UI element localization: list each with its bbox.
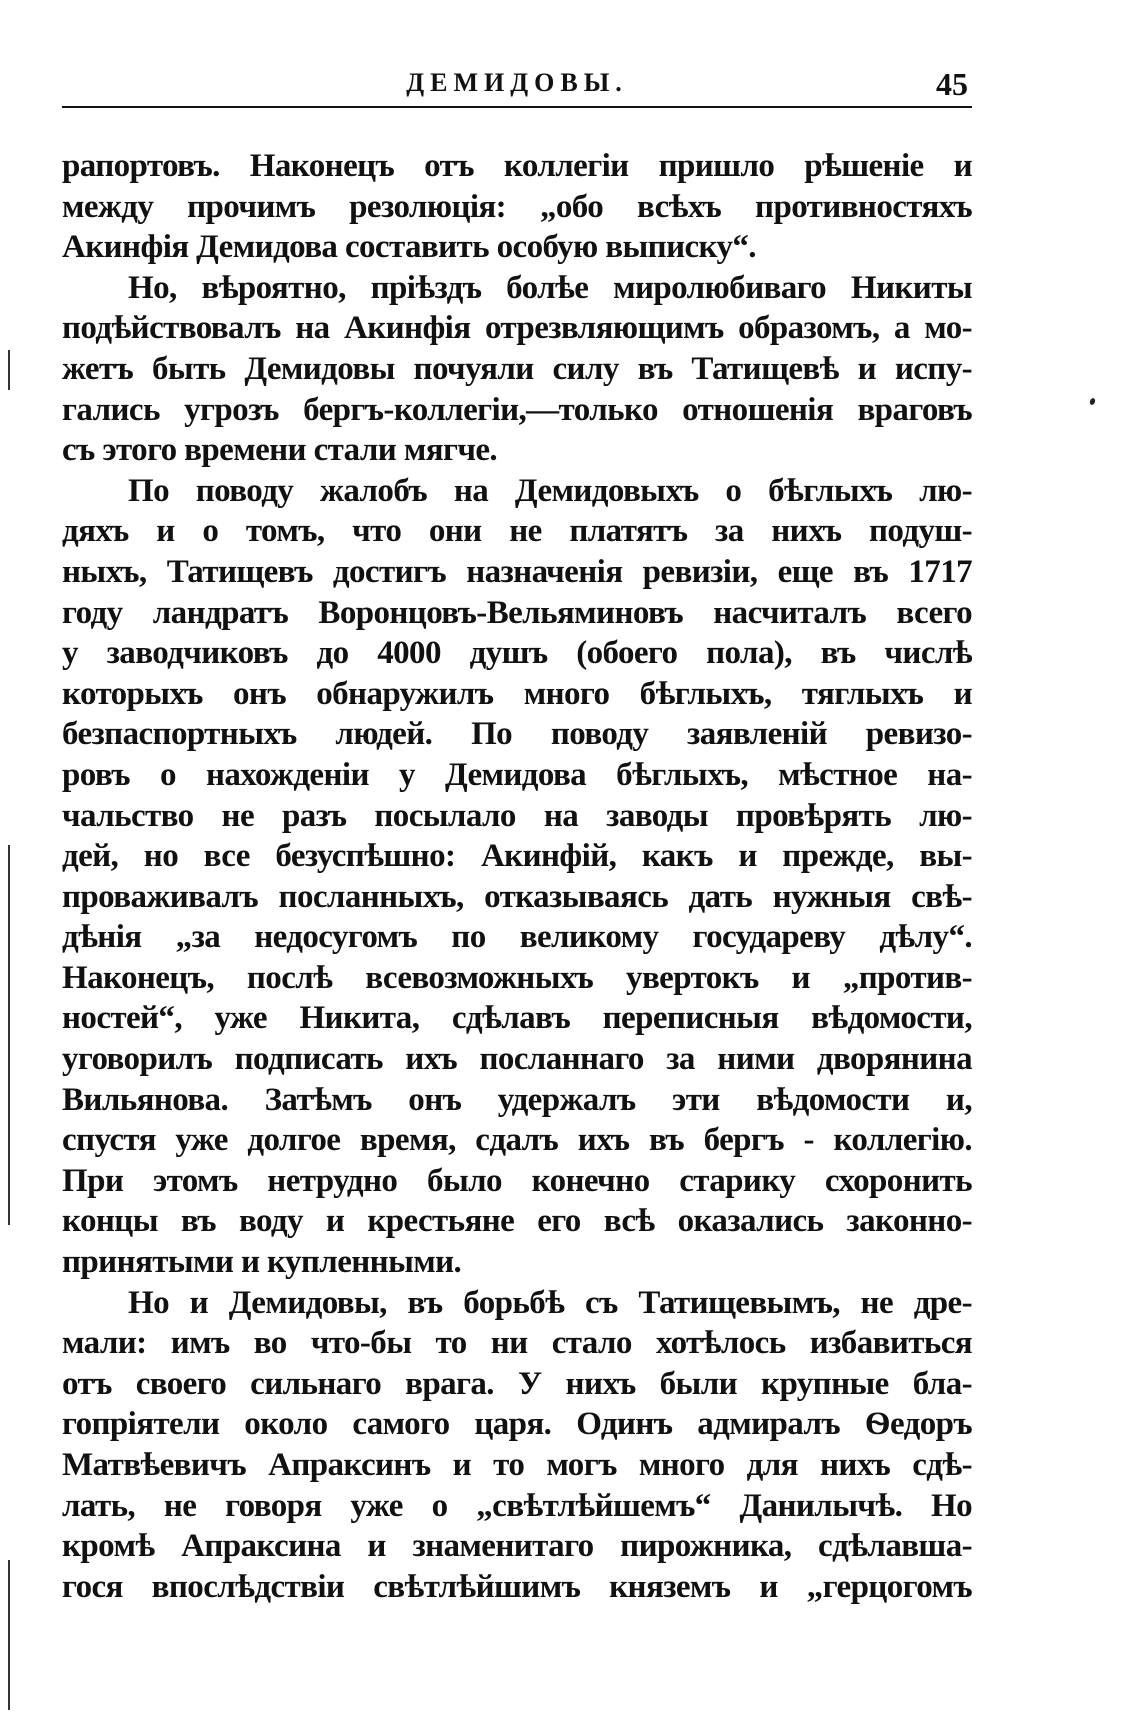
text-line: концы въ воду и крестьяне его всѣ оказались законно- [62, 1203, 972, 1240]
text-line: Матвѣевичъ Апраксинъ и то могъ много для нихъ сдѣ- [62, 1447, 972, 1483]
text-line: жетъ быть Демидовы почуяли силу въ Татищевѣ и испу- [62, 350, 972, 387]
text-line: Наконецъ, послѣ всевозможныхъ увертокъ и „против- [62, 959, 972, 996]
text-line: году ландратъ Воронцовъ-Вельяминовъ насчиталъ всего [62, 594, 972, 631]
text-line: ностей“, уже Никита, сдѣлавъ переписныя вѣдомости, [62, 1000, 972, 1037]
text-line: По поводу жалобъ на Демидовыхъ о бѣглыхъ лю- [128, 472, 972, 509]
text-line: проваживалъ посланныхъ, отказываясь дать нужныя свѣ- [62, 878, 972, 915]
text-line: дяхъ и о томъ, что они не платятъ за нихъ подуш- [62, 513, 972, 550]
ink-speck [1089, 397, 1096, 405]
text-line: спустя уже долгое время, сдалъ ихъ въ бергъ - коллегію. [62, 1122, 972, 1159]
text-line: гались угрозъ бергъ-коллегіи,—только отношенія враговъ [62, 391, 972, 428]
text-line: Вильянова. Затѣмъ онъ удержалъ эти вѣдомости и, [62, 1081, 972, 1118]
margin-mark [8, 350, 10, 390]
text-line: кромѣ Апраксина и знаменитаго пирожника, сдѣлавша- [62, 1528, 972, 1565]
text-line: лать, не говоря уже о „свѣтлѣйшемъ“ Данилычѣ. Но [62, 1487, 972, 1524]
text-line: чальство не разъ посылало на заводы провѣрять лю- [62, 797, 972, 834]
text-line: ровъ о нахожденіи у Демидова бѣглыхъ, мѣстное на- [62, 756, 972, 793]
text-line: рапортовъ. Наконецъ отъ коллегіи пришло рѣшеніе и [62, 148, 972, 184]
text-line: ныхъ, Татищевъ достигъ назначенія ревизіи, еще въ 1717 [62, 553, 972, 590]
running-head [62, 66, 972, 108]
running-title: ДЕМИДОВЫ. [406, 68, 628, 97]
text-line: При этомъ нетрудно было конечно старику схоронить [62, 1162, 972, 1199]
text-line: дей, но все безуспѣшно: Акинфій, какъ и прежде, вы- [62, 838, 972, 875]
text-line: у заводчиковъ до 4000 душъ (обоего пола), въ числѣ [62, 635, 972, 672]
margin-mark [8, 845, 10, 1225]
text-line: которыхъ онъ обнаружилъ много бѣглыхъ, тяглыхъ и [62, 675, 972, 712]
margin-mark [8, 1560, 10, 1710]
text-line: отъ своего сильнаго врага. У нихъ были крупные бла- [62, 1365, 972, 1402]
text-line: Но и Демидовы, въ борьбѣ съ Татищевымъ, не дре- [128, 1284, 972, 1321]
text-line: гопріятели около самого царя. Одинъ адмиралъ Ѳедоръ [62, 1406, 972, 1443]
text-line: мали: имъ во что-бы то ни стало хотѣлось избавиться [62, 1325, 972, 1362]
text-line: принятыми и купленными. [62, 1244, 462, 1281]
text-line: съ этого времени стали мягче. [62, 432, 498, 469]
text-line: Акинфія Демидова составить особую выписку“. [62, 229, 756, 266]
book-page [62, 0, 972, 1733]
text-line: дѣнія „за недосугомъ по великому государеву дѣлу“. [62, 919, 972, 956]
text-line: гося впослѣдствіи свѣтлѣйшимъ княземъ и „герцогомъ [62, 1568, 972, 1605]
text-line: Но, вѣроятно, пріѣздъ болѣе миролюбиваго Никиты [128, 269, 972, 306]
page-number: 45 [936, 66, 968, 102]
text-line: между прочимъ резолюція: „обо всѣхъ противностяхъ [62, 188, 972, 225]
text-line: уговорилъ подписать ихъ посланнаго за ними дворянина [62, 1041, 972, 1078]
body-text [62, 146, 972, 1607]
text-line: подѣйствовалъ на Акинфія отрезвляющимъ образомъ, а мо- [62, 310, 972, 347]
text-line: безпаспортныхъ людей. По поводу заявленій ревизо- [62, 716, 972, 753]
